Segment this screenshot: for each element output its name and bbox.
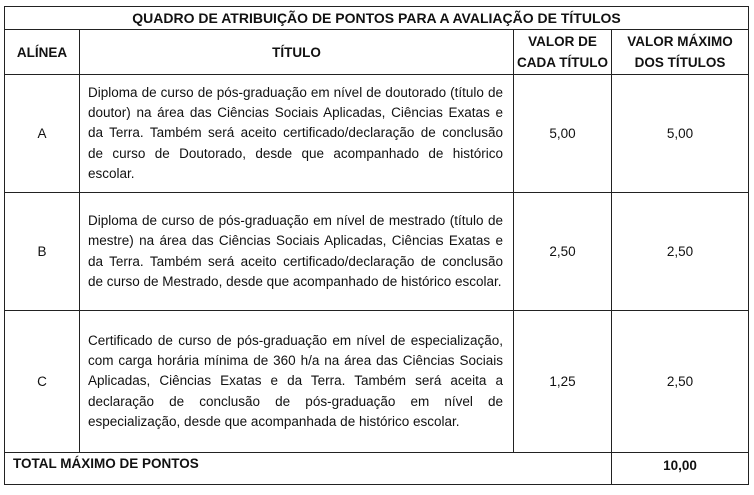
- table-row: [5, 311, 749, 453]
- header-maximo-line1: VALOR MÁXIMO: [627, 34, 733, 49]
- row-valor: 5,00: [514, 75, 612, 193]
- header-valor-line1: VALOR DE: [528, 34, 597, 49]
- table-caption: QUADRO DE ATRIBUIÇÃO DE PONTOS PARA A AVALIAÇÃO DE TÍTULOS: [5, 7, 749, 30]
- row-maximo: 2,50: [612, 193, 749, 311]
- table-row: [5, 75, 749, 193]
- points-table: [4, 6, 749, 485]
- row-valor: 1,25: [514, 311, 612, 453]
- table-caption-row: [5, 7, 749, 30]
- row-alinea: C: [5, 311, 80, 453]
- header-alinea: ALÍNEA: [5, 30, 80, 75]
- row-alinea: A: [5, 75, 80, 193]
- row-valor: 2,50: [514, 193, 612, 311]
- row-maximo: 5,00: [612, 75, 749, 193]
- total-label: TOTAL MÁXIMO DE PONTOS: [5, 453, 612, 485]
- header-titulo: TÍTULO: [80, 30, 514, 75]
- row-alinea: B: [5, 193, 80, 311]
- header-maximo-line2: DOS TÍTULOS: [634, 55, 726, 70]
- row-titulo: Certificado de curso de pós-graduação em nível de especialização, com carga horária mínima de 360 h/a na área das Ciências Sociais Aplicadas, Ciências Exatas e da Terra. Também será aceita a declaração de conclusão de pós-graduação em nível de especialização, desde que acompanhada de histórico escolar.: [80, 311, 514, 453]
- table-row: [5, 193, 749, 311]
- row-maximo: 2,50: [612, 311, 749, 453]
- total-row: [5, 453, 749, 485]
- total-value: 10,00: [612, 453, 749, 485]
- table-header-row: [5, 30, 749, 75]
- header-valor-line2: CADA TÍTULO: [517, 55, 608, 70]
- points-table-container: [4, 6, 748, 485]
- header-maximo: [612, 30, 749, 75]
- row-titulo: Diploma de curso de pós-graduação em nível de doutorado (título de doutor) na área das Ciências Sociais Aplicadas, Ciências Exatas e da Terra. Também será aceito certificado/declaração de conclusão de curso de Doutorado, desde que acompanhado de histórico escolar.: [80, 75, 514, 193]
- header-valor: [514, 30, 612, 75]
- row-titulo: Diploma de curso de pós-graduação em nível de mestrado (título de mestre) na área das Ciências Sociais Aplicadas, Ciências Exatas e da Terra. Também será aceito certificado/declaração de conclusão de curso de Mestrado, desde que acompanhado de histórico escolar.: [80, 193, 514, 311]
